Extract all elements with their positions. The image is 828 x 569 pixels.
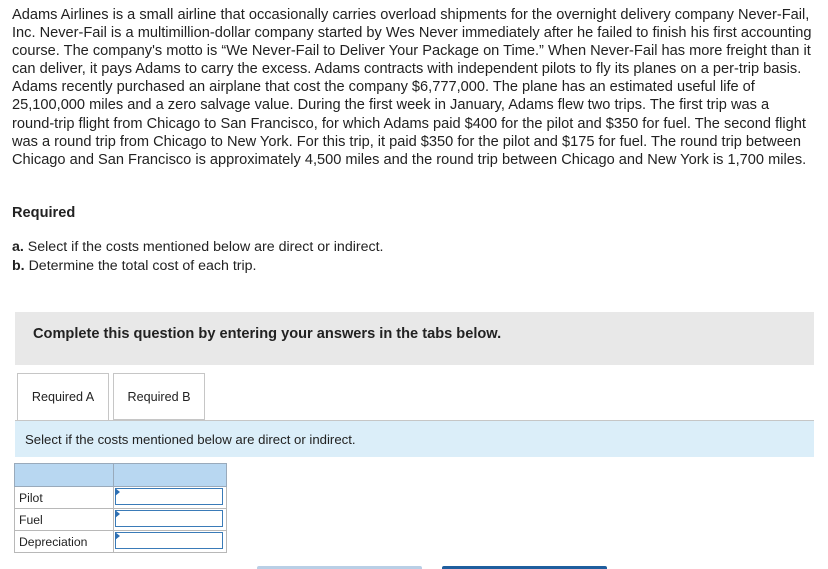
- table-row: [15, 509, 227, 531]
- table-row: [15, 531, 227, 553]
- instructions-banner: Complete this question by entering your answers in the tabs below.: [15, 312, 814, 365]
- depreciation-cost-cell: [114, 531, 227, 553]
- tab-required-a[interactable]: Required A: [17, 373, 109, 421]
- requirements-list: [12, 238, 383, 276]
- table-header-value: [114, 464, 227, 487]
- requirement-b-prefix: b.: [12, 258, 25, 274]
- row-label-depreciation: Depreciation: [15, 531, 114, 553]
- requirement-a-prefix: a.: [12, 239, 24, 255]
- requirement-b-text: Determine the total cost of each trip.: [28, 258, 257, 274]
- requirement-b: [12, 257, 383, 276]
- requirement-a: [12, 238, 383, 257]
- cost-classification-table: [14, 463, 227, 553]
- required-heading: Required: [12, 205, 76, 221]
- fuel-cost-cell: [114, 509, 227, 531]
- table-row: [15, 487, 227, 509]
- row-label-pilot: Pilot: [15, 487, 114, 509]
- fuel-classification-dropdown[interactable]: [115, 510, 223, 527]
- pilot-classification-dropdown[interactable]: [115, 488, 223, 505]
- pilot-cost-cell: [114, 487, 227, 509]
- problem-statement: Adams Airlines is a small airline that occasionally carries overload shipments for the overnight delivery company Never-Fail, Inc. Never-Fail is a multimillion-dollar company started by Wes Never immediately after he failed to finish his first accounting course. The company's motto is “We Never-Fail to Deliver Your Package on Time.” When Never-Fail has more freight than it can deliver, it pays Adams to carry the excess. Adams contracts with independent pilots to fly its planes on a per-trip basis. Adams recently purchased an airplane that cost the company $6,777,000. The plane has an estimated useful life of 25,100,000 miles and a zero salvage value. During the first week in January, Adams flew two trips. The first trip was a round-trip flight from Chicago to San Francisco, for which Adams paid $400 for the pilot and $350 for fuel. The second flight was a round trip from Chicago to New York. For this trip, it paid $350 for the pilot and $175 for fuel. The round trip between Chicago and San Francisco is approximately 4,500 miles and the round trip between Chicago and New York is 1,700 miles.: [12, 7, 812, 168]
- tab-required-b[interactable]: Required B: [113, 373, 205, 420]
- requirement-a-text: Select if the costs mentioned below are direct or indirect.: [27, 239, 384, 255]
- row-label-fuel: Fuel: [15, 509, 114, 531]
- table-header-label: [15, 464, 114, 487]
- depreciation-classification-dropdown[interactable]: [115, 532, 223, 549]
- tab-instruction: Select if the costs mentioned below are direct or indirect.: [15, 421, 814, 457]
- table-header-row: [15, 464, 227, 487]
